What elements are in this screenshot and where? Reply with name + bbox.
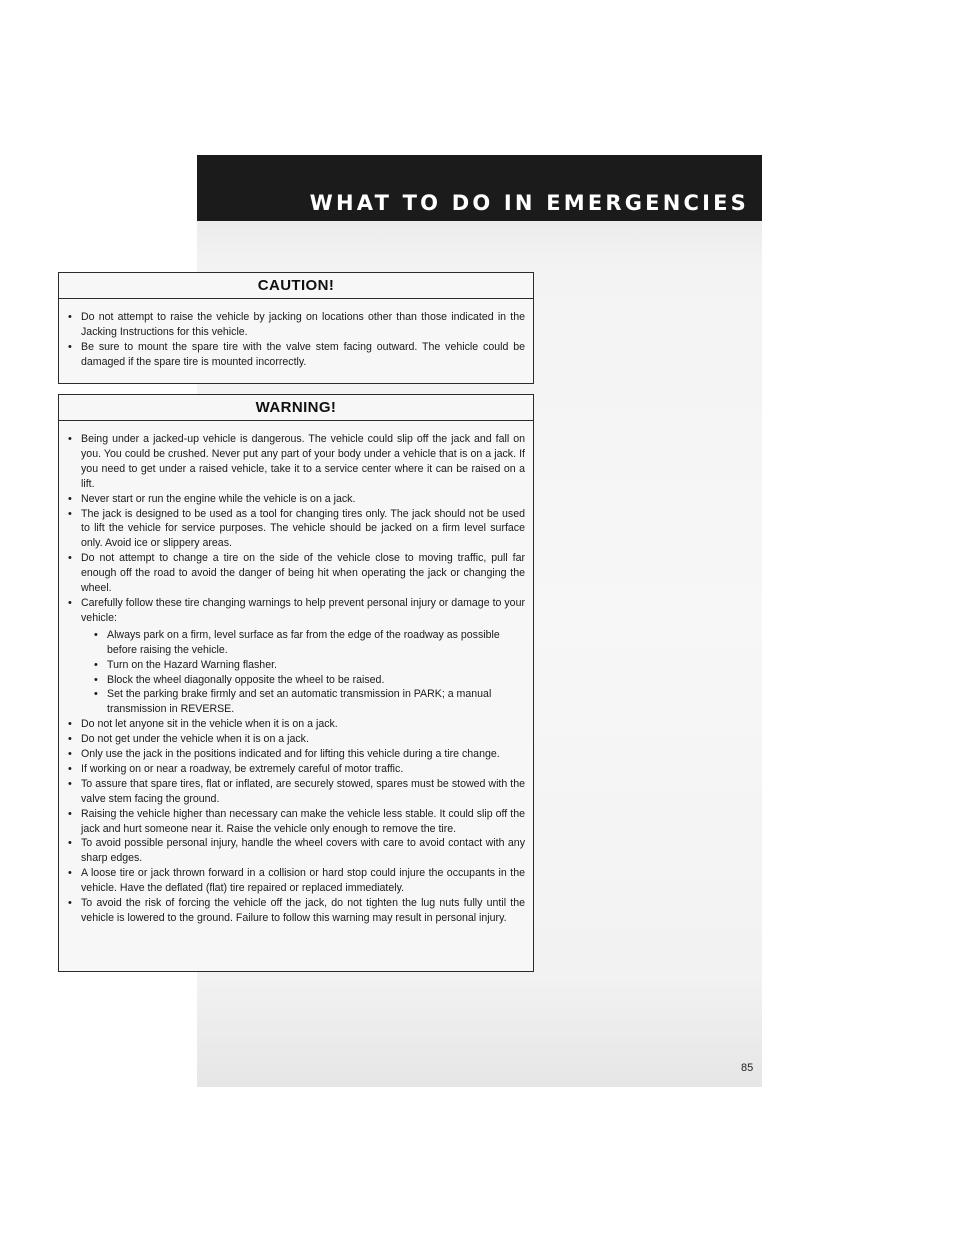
- warning-item: • Raising the vehicle higher than necessary can make the vehicle less stable. It could slip off the jack and hurt someone near it. Raise the vehicle only enough to remove the tire.: [67, 807, 525, 837]
- warning-item: • Never start or run the engine while the vehicle is on a jack.: [67, 492, 525, 507]
- caution-item: • Be sure to mount the spare tire with the valve stem facing outward. The vehicle could be damaged if the spare tire is mounted incorrectly.: [67, 340, 525, 370]
- warning-sub-item: • Set the parking brake firmly and set an automatic transmission in PARK; a manual transmission in REVERSE.: [93, 687, 525, 717]
- warning-item: • To avoid the risk of forcing the vehicle off the jack, do not tighten the lug nuts fully until the vehicle is lowered to the ground. Failure to follow this warning may result in personal injury.: [67, 896, 525, 926]
- warning-item: • The jack is designed to be used as a tool for changing tires only. The jack should not be used to lift the vehicle for service purposes. The vehicle should be jacked on a firm level surface only. Avoid ice or slippery areas.: [67, 507, 525, 552]
- caution-item: • Do not attempt to raise the vehicle by jacking on locations other than those indicated in the Jacking Instructions for this vehicle.: [67, 310, 525, 340]
- caution-list: [67, 310, 525, 370]
- warning-sub-item: • Always park on a firm, level surface as far from the edge of the roadway as possible before raising the vehicle.: [93, 628, 525, 658]
- warning-list: [67, 432, 525, 926]
- warning-item: • To assure that spare tires, flat or inflated, are securely stowed, spares must be stowed with the valve stem facing the ground.: [67, 777, 525, 807]
- warning-item-with-sublist: [67, 596, 525, 717]
- section-header-bar: [197, 155, 762, 221]
- warning-item: • Being under a jacked-up vehicle is dangerous. The vehicle could slip off the jack and fall on you. You could be crushed. Never put any part of your body under a vehicle that is on a jack. If you need to get under a raised vehicle, take it to a service center where it can be raised on a lift.: [67, 432, 525, 492]
- section-title: WHAT TO DO IN EMERGENCIES: [309, 191, 749, 215]
- warning-item: • To avoid possible personal injury, handle the wheel covers with care to avoid contact with any sharp edges.: [67, 836, 525, 866]
- warning-body: [59, 421, 533, 934]
- warning-item: • If working on or near a roadway, be extremely careful of motor traffic.: [67, 762, 525, 777]
- warning-item: • Only use the jack in the positions indicated and for lifting this vehicle during a tire change.: [67, 747, 525, 762]
- warning-item: • Do not let anyone sit in the vehicle when it is on a jack.: [67, 717, 525, 732]
- warning-sub-item: • Block the wheel diagonally opposite the wheel to be raised.: [93, 673, 525, 688]
- warning-sub-item: • Turn on the Hazard Warning flasher.: [93, 658, 525, 673]
- caution-box: [58, 272, 534, 384]
- warning-item: • A loose tire or jack thrown forward in a collision or hard stop could injure the occupants in the vehicle. Have the deflated (flat) tire repaired or replaced immediately.: [67, 866, 525, 896]
- warning-title: WARNING!: [59, 395, 533, 421]
- page-number: 85: [741, 1062, 754, 1074]
- tire-change-sublist: [81, 628, 525, 717]
- caution-body: [59, 299, 533, 378]
- warning-box: [58, 394, 534, 972]
- caution-title: CAUTION!: [59, 273, 533, 299]
- warning-item: • Do not get under the vehicle when it is on a jack.: [67, 732, 525, 747]
- warning-item-text: Carefully follow these tire changing warnings to help prevent personal injury or damage to your vehicle:: [81, 596, 525, 624]
- warning-item: • Do not attempt to change a tire on the side of the vehicle close to moving traffic, pull far enough off the road to avoid the danger of being hit when operating the jack or changing the wheel.: [67, 551, 525, 596]
